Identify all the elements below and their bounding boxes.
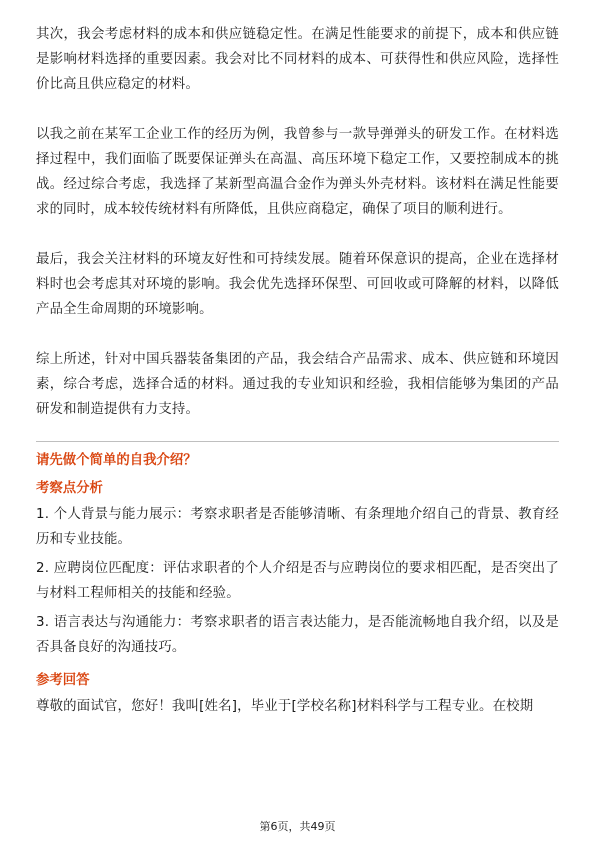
paragraph-experience-example: 以我之前在某军工企业工作的经历为例，我曾参与一款导弹弹头的研发工作。在材料选择过程中，我们面临了既要保证弹头在高温、高压环境下稳定工作，又要控制成本的挑战。经过综合考虑，我选择了某新型高温合金作为弹头外壳材料。该材料在满足性能要求的同时，成本较传统材料有所降低，且供应商稳定，确保了项目的顺利进行。 [36,127,559,217]
analysis-item: 3. 语言表达与沟通能力：考察求职者的语言表达能力，是否能流畅地自我介绍，以及是否具备良好的沟通技巧。 [36,615,559,655]
section-divider [36,441,559,442]
paragraph-environment: 最后，我会关注材料的环境友好性和可持续发展。随着环保意识的提高，企业在选择材料时也会考虑其对环境的影响。我会优先选择环保型、可回收或可降解的材料，以降低产品全生命周期的环境影响。 [36,252,559,317]
analysis-title: 考察点分析 [36,481,103,496]
interview-question: 请先做个简单的自我介绍？ [36,453,197,468]
document-page [36,22,559,719]
paragraph-cost-supply: 其次，我会考虑材料的成本和供应链稳定性。在满足性能要求的前提下，成本和供应链是影响材料选择的重要因素。我会对比不同材料的成本、可获得性和供应风险，选择性价比高且供应稳定的材料。 [36,27,559,92]
paragraph-summary: 综上所述，针对中国兵器装备集团的产品，我会结合产品需求、成本、供应链和环境因素，综合考虑，选择合适的材料。通过我的专业知识和经验，我相信能够为集团的产品研发和制造提供有力支持。 [36,352,559,417]
analysis-item: 1. 个人背景与能力展示：考察求职者是否能够清晰、有条理地介绍自己的背景、教育经历和专业技能。 [36,507,559,547]
answer-title: 参考回答 [36,673,90,688]
answer-text: 尊敬的面试官，您好！我叫[姓名]，毕业于[学校名称]材料科学与工程专业。在校期 [36,699,534,714]
analysis-item: 2. 应聘岗位匹配度：评估求职者的个人介绍是否与应聘岗位的要求相匹配，是否突出了与材料工程师相关的技能和经验。 [36,561,559,601]
page-number-footer: 第6页，共49页 [259,820,336,833]
